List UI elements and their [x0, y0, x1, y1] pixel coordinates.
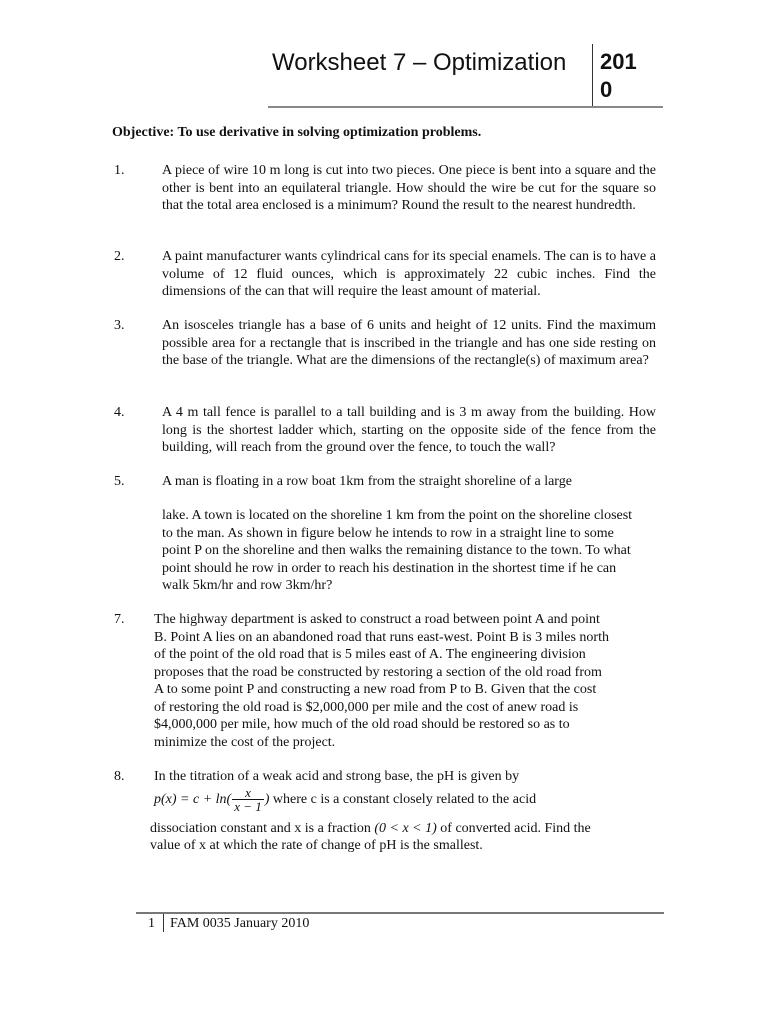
worksheet-year: [600, 48, 660, 104]
objective: [112, 124, 672, 142]
question-5-number: 5.: [114, 474, 125, 489]
question-4-number: 4.: [114, 405, 125, 420]
objective-label: Objective: [112, 125, 170, 140]
question-5-text: lake. A town is located on the shoreline 1 km from the point on the shoreline closest to the man. As shown in figure below he intends to row in a straight line to some point P on the shoreline and then walks the remaining distance to the town. To what point should he row in order to reach his destination in the shortest time if he can walk 5km/hr and row 3km/hr?: [162, 508, 633, 593]
question-8-intro: In the titration of a weak acid and strong base, the pH is given by: [154, 769, 520, 784]
question-8-line-3: dissociation constant and x is a fraction (0 < x < 1) of converted acid. Find the: [150, 821, 591, 836]
footer-divider-vertical: [163, 914, 164, 932]
year-line-2: 0: [600, 77, 613, 102]
question-3-text: An isosceles triangle has a base of 6 units and height of 12 units. Find the maximum possible area for a rectangle that is inscribed in the triangle and has one side resting on the base of the triangle. What are the dimensions of the rectangle(s) of maximum area?: [162, 318, 656, 368]
question-8-formula-note: where c is a constant closely related to the acid: [269, 792, 537, 807]
question-3-number: 3.: [114, 318, 125, 333]
objective-text: : To use derivative in solving optimization problems.: [169, 125, 482, 140]
question-8-line-4: value of x at which the rate of change of pH is the smallest.: [150, 838, 483, 853]
fraction-range: (0 < x < 1): [374, 821, 437, 836]
question-7-number: 7.: [114, 612, 125, 627]
question-7-text: The highway department is asked to construct a road between point A and point B. Point A lies on an abandoned road that runs east-west. Point B is 3 miles north of the point of the old road that is 5 miles east of A. The engineering division proposes that the road be constructed by restoring a section of the old road from A to some point P and constructing a new road from P to B. Given that the cost of restoring the old road is $2,000,000 per mile and the cost of anew road is $4,000,000 per mile, how much of the old road should be restored so as to minimize the cost of the project.: [154, 612, 609, 750]
footer-course-code: FAM 0035 January 2010: [170, 916, 310, 931]
question-4-text: A 4 m tall fence is parallel to a tall building and is 3 m away from the building. How long is the shortest ladder which, starting on the opposite side of the fence from the building, will reach from the ground over the fence, to touch the wall?: [162, 405, 656, 455]
question-1-number: 1.: [114, 163, 125, 178]
question-1-text: A piece of wire 10 m long is cut into two pieces. One piece is bent into a square and the other is bent into an equilateral triangle. How should the wire be cut for the square so that the total area enclosed is a minimum? Round the result to the nearest hundredth.: [162, 163, 656, 213]
worksheet-title: Worksheet 7 – Optimization: [272, 49, 567, 76]
question-5-first-line: A man is floating in a row boat 1km from the straight shoreline of a large: [162, 474, 572, 489]
question-8-number: 8.: [114, 769, 125, 784]
header-divider-horizontal: [268, 106, 663, 108]
year-line-1: 201: [600, 49, 637, 74]
ph-formula: p(x) = c + ln( $\frac{x}{x - 1}$ ): [154, 785, 270, 815]
header-divider-vertical: [592, 44, 593, 107]
question-2-text: A paint manufacturer wants cylindrical cans for its special enamels. The can is to have a volume of 12 fluid ounces, which is approximately 22 cubic inches. Find the dimensions of the can that will require the least amount of material.: [162, 249, 656, 299]
question-2-number: 2.: [114, 249, 125, 264]
footer-divider: [136, 912, 664, 914]
question-8-formula-line: [154, 785, 654, 815]
page-number: 1: [148, 916, 155, 931]
